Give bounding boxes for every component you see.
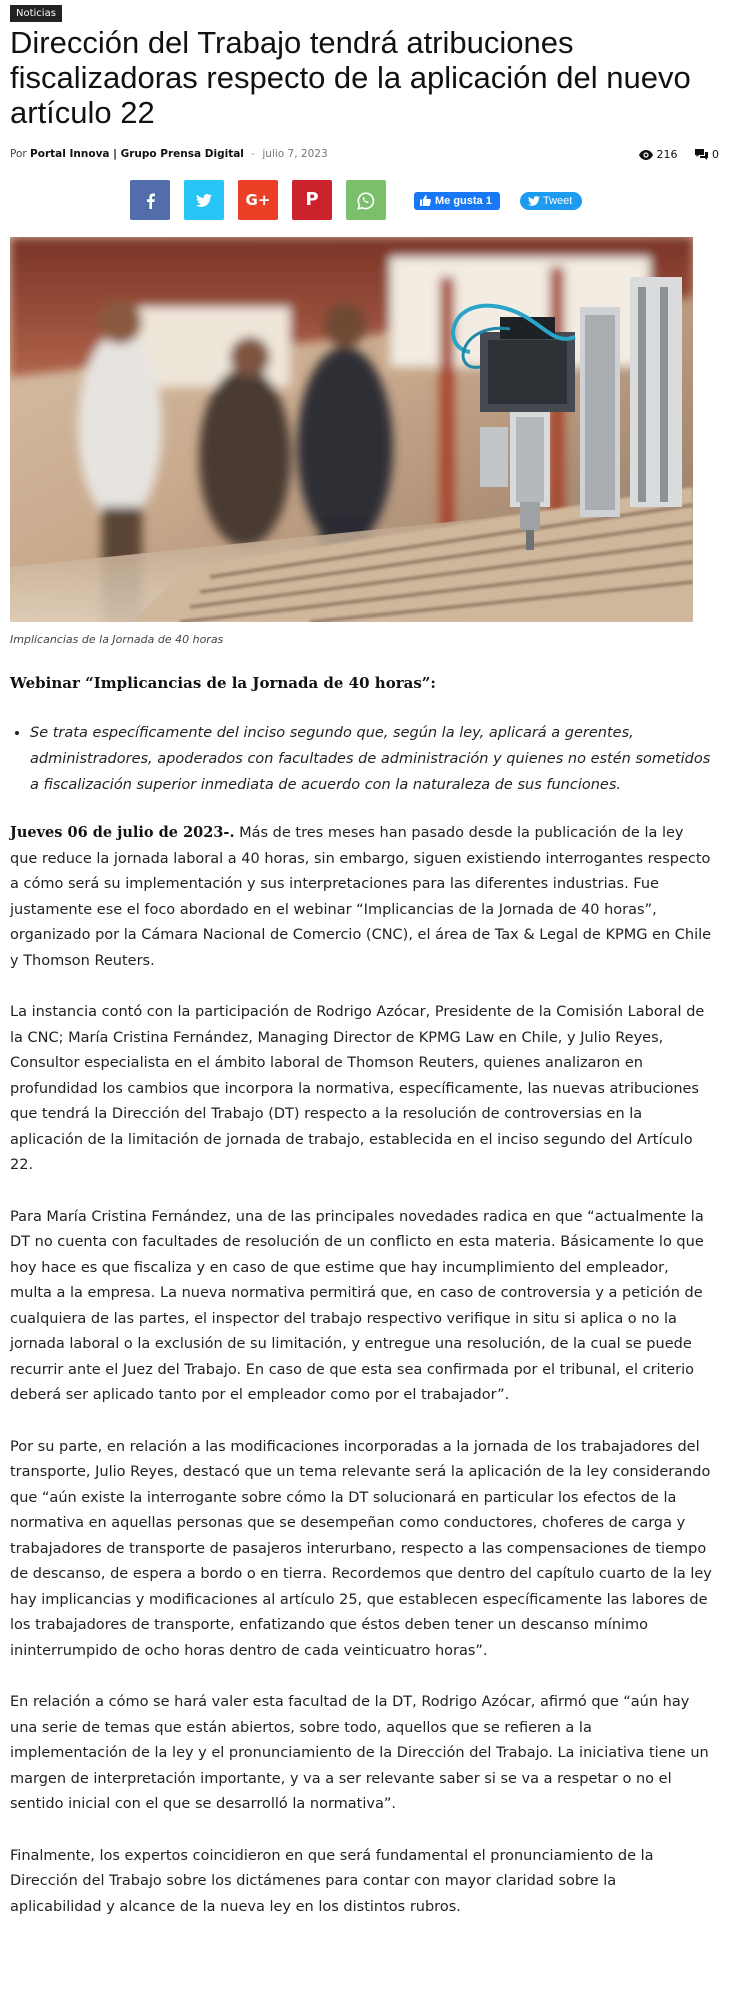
paragraph-3: Para María Cristina Fernández, una de las principales novedades radica en que “actualmente la DT no cuenta con facultades de resolución de un conflicto en esta materia. Básicamente lo que hoy hace es que fiscaliza y en caso de que estime que hay incumplimiento del empleador, multa a la empresa. La nueva normativa permitirá que, en caso de controversia y a petición de cualquiera de las partes, el inspector del trabajo respectivo verifique in situ si aplica o no la jornada laboral o la exclusión de su limitación, y entregue una resolución, de la cual se puede recurrir ante el Juez del Trabajo. En caso de que esta sea confirmada por el tribunal, el criterio deberá ser aplicado tanto por el empleador como por el trabajador”. [10,1208,704,1403]
eye-icon [639,150,653,160]
paragraph-4: Por su parte, en relación a las modificaciones incorporadas a la jornada de los trabajadores del transporte, Julio Reyes, destacó que un tema relevante será la aplicación de la ley considerando que “aún existe la interrogante sobre cómo la DT solucionará en particular los efectos de la normativa en aquellas personas que se desempeñan como conductores, choferes de carga y trabajadores de transporte de pasajeros interurbano, respecto a las compensaciones de tiempo de descanso, de espera a bordo o en tierra. Recordemos que dentro del capítulo cuarto de la ley hay implicancias y modificaciones al artículo 25, que establecen específicamente las labores de los trabajadores de transporte, enfatizando que éstos deben tener un descanso mínimo ininterrumpido de ocho horas dentro de cada veinticuatro horas”. [10,1438,712,1659]
image-caption: Implicancias de la Jornada de 40 horas [10,633,224,646]
twitter-share-button[interactable] [184,180,224,220]
twitter-icon [196,194,212,207]
paragraph-6: Finalmente, los expertos coincidieron en que será fundamental el pronunciamiento de la Dirección del Trabajo sobre los dictámenes para contar con mayor claridad sobre la aplicabilidad y alcance de la nueva ley en los distintos rubros. [10,1847,654,1915]
summary-item: • Se trata específicamente del inciso segundo que, según la ley, aplicará a gerentes, administradores, apoderados con facultades de administración y quienes no estén sometidos a fiscalización superior inmediata de acuerdo con la naturaleza de sus funciones. [30,720,712,798]
whatsapp-icon [357,192,375,210]
pinterest-share-button[interactable] [292,180,332,220]
webinar-subhead: Webinar “Implicancias de la Jornada de 40 horas”: [10,674,436,692]
tweet-button[interactable] [520,192,582,210]
paragraph-1 [10,820,712,974]
category-badge[interactable]: Noticias [10,5,62,22]
comments-icon [695,149,708,160]
comments-count: 0 [712,147,719,161]
featured-image[interactable] [10,237,693,622]
paragraph-1-text: Más de tres meses han pasado desde la publicación de la ley que reduce la jornada laboral a 40 horas, sin embargo, siguen existiendo interrogantes respecto a cómo será su implementación y sus interpretaciones para las diferentes industrias. Fue justamente ese el foco abordado en el webinar “Implicancias de la Jornada de 40 horas”, organizado por la Cámara Nacional de Comercio (CNC), el área de Tax & Legal de KPMG en Chile y Thomson Reuters. [10,825,712,969]
summary-list [10,720,712,798]
article-body [10,672,712,1946]
comments-counter[interactable] [695,148,719,161]
tweet-label: Tweet [543,195,573,207]
facebook-like-button[interactable] [414,192,500,210]
facebook-icon [146,193,155,209]
featured-image-graphic [10,237,693,622]
thumbs-up-icon [420,195,431,206]
facebook-share-button[interactable] [130,180,170,220]
google-plus-share-button[interactable] [238,180,278,220]
pinterest-icon: P [305,189,319,210]
paragraph-5: En relación a cómo se hará valer esta facultad de la DT, Rodrigo Azócar, afirmó que “aún hay una serie de temas que están abiertos, sobre todo, aquellos que se refieren a la implementación de la ley y el pronunciamiento de la Dirección del Trabajo. La iniciativa tiene un margen de interpretación importante, y va a ser relevante saber si se va a respetar o no el sentido inicial con el que se desarrolló la normativa”. [10,1694,709,1812]
twitter-bird-icon [528,196,540,206]
publish-date: julio 7, 2023 [262,148,328,160]
like-label: Me gusta 1 [435,195,492,207]
article-meta [10,148,328,160]
meta-separator: - [251,148,256,160]
lead-date: Jueves 06 de julio de 2023-. [10,824,235,841]
views-count: 216 [656,147,678,161]
article-title: Dirección del Trabajo tendrá atribuciones fiscalizadoras respecto de la aplicación del nuevo artículo 22 [10,25,691,130]
author-link[interactable]: Portal Innova | Grupo Prensa Digital [30,148,244,160]
views-counter [639,148,678,161]
google-plus-icon: G+ [245,191,271,209]
whatsapp-share-button[interactable] [346,180,386,220]
paragraph-2: La instancia contó con la participación de Rodrigo Azócar, Presidente de la Comisión Laboral de la CNC; María Cristina Fernández, Managing Director de KPMG Law en Chile, y Julio Reyes, Consultor especialista en el ámbito laboral de Thomson Reuters, quienes analizaron en profundidad los cambios que incorpora la normativa, específicamente, las nuevas atribuciones que tendrá la Dirección del Trabajo (DT) respecto a la resolución de controversias en la aplicación de la limitación de jornada de trabajo, establecida en el inciso segundo del Artículo 22. [10,1004,705,1173]
article-stats [625,147,720,161]
byline-prefix: Por [10,148,27,160]
